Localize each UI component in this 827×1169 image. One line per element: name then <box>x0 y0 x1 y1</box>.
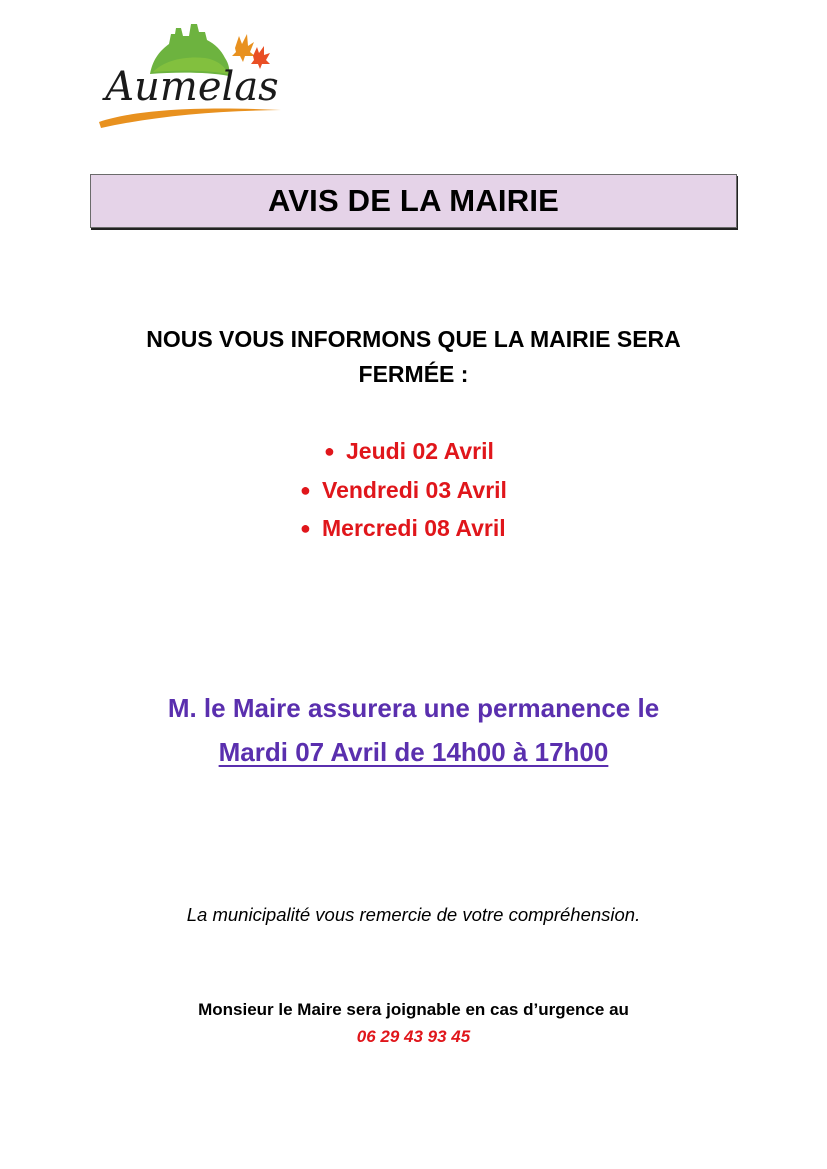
permanence-line-1: M. le Maire assurera une permanence le <box>167 693 660 723</box>
page-title: AVIS DE LA MAIRIE <box>267 183 560 218</box>
thanks-message: La municipalité vous remercie de votre compréhension. <box>186 904 641 925</box>
permanence-notice <box>60 686 767 774</box>
list-item <box>300 509 600 548</box>
list-item <box>300 471 600 510</box>
announcement-line-1: NOUS VOUS INFORMONS QUE LA MAIRIE SERA <box>146 326 681 352</box>
bullet-icon: ● <box>300 518 311 538</box>
logo-wordmark: Aumelas <box>105 64 279 110</box>
closed-date: Mercredi 08 Avril <box>322 515 506 541</box>
closure-announcement <box>80 322 747 392</box>
bullet-icon: ● <box>324 441 335 461</box>
aumelas-logo <box>95 14 290 130</box>
aumelas-logo-graphic <box>95 14 290 130</box>
emergency-phone-number: 06 29 43 93 45 <box>356 1027 471 1046</box>
announcement-line-2: FERMÉE : <box>358 361 469 387</box>
closed-date: Vendredi 03 Avril <box>322 476 507 503</box>
title-banner <box>90 174 737 228</box>
closed-dates-list <box>300 432 600 548</box>
permanence-schedule: Mardi 07 Avril de 14h00 à 17h00 <box>218 737 609 767</box>
list-item <box>300 432 600 471</box>
closed-date: Jeudi 02 Avril <box>346 438 494 464</box>
bullet-icon: ● <box>300 479 311 500</box>
emergency-contact-text: Monsieur le Maire sera joignable en cas d’urgence au <box>198 1000 629 1019</box>
